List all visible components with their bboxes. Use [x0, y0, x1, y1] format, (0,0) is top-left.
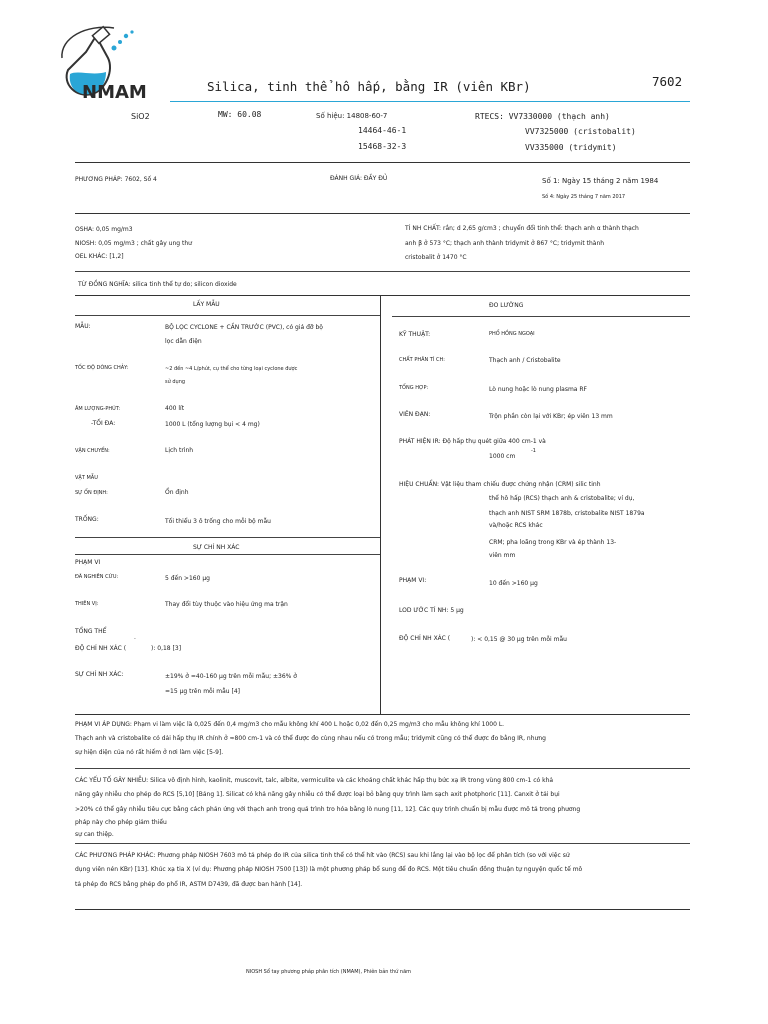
rtecs-2: VV7325000 (cristobalit)	[525, 127, 636, 136]
detection-superscript: -1	[531, 448, 536, 454]
rule-9	[75, 909, 690, 910]
rule-5-right	[392, 316, 690, 317]
rule-3	[75, 271, 690, 272]
accuracy-value-1: ±19% ở =40-160 µg trên mỗi mẫu; ±36% ở	[165, 673, 297, 680]
ashing-value: Lò nung hoặc lò nung plasma RF	[489, 386, 587, 393]
detection-text-2: 1000 cm	[489, 453, 516, 460]
header-accent-rule	[170, 101, 690, 102]
flow-rate-value-2: sử dụng	[165, 379, 186, 385]
other-methods-line-1: CÁC PHƯƠNG PHÁP KHÁC: Phương pháp NIOSH 7603 mô tả phép đo IR của silica tinh thể có thể hít vào (RCS) sau khi lắng lại vào bộ lọc để phân tích (so với việc sử	[75, 852, 570, 859]
rule-8	[75, 843, 690, 844]
flow-rate-label: TỐC ĐỘ DÒNG CHẢY:	[75, 365, 129, 371]
rule-1	[75, 162, 690, 163]
logo-text: NMAM	[82, 82, 147, 103]
properties-line-2: anh β ở 573 °C; thạch anh thành tridymit ở 867 °C; tridymit thành	[405, 240, 605, 247]
range-studied-value: 5 đến >160 µg	[165, 575, 210, 582]
rule-7	[75, 768, 690, 769]
applicability-line-1: PHẠM VI ÁP DỤNG: Phạm vi làm việc là 0,025 đến 0,4 mg/m3 cho mẫu không khí 400 L hoặc 0,02 đến 0,25 mg/m3 cho mẫu không khí 1000 L.	[75, 721, 505, 728]
interferences-line-3: >20% có thể gây nhiễu tiêu cực bằng cách phản ứng với thạch anh trong quá trình tro hóa bằng lò nung [11, 12]. Các quy trình chuẩn bị mẫu được mô tả trong phương	[75, 806, 581, 813]
other-oel: OEL KHÁC: [1,2]	[75, 253, 124, 260]
bias-label: THIÊN VỊ:	[75, 601, 99, 607]
interferences-line-1: CÁC YẾU TỐ GÂY NHIỄU: Silica vô định hình, kaolinit, muscovit, talc, albite, vermiculite và các khoáng chất khác hấp thụ bức xạ IR trong vùng 800 cm-1 có khả	[75, 777, 554, 784]
properties-line-3: cristobalit ở 1470 °C	[405, 254, 467, 261]
analyte-value: Thạch anh / Cristobalite	[489, 357, 561, 364]
properties-line-1: TÍ NH CHẤT: rắn; d 2,65 g/cm3 ; chuyển đổi tinh thể: thạch anh α thành thạch	[405, 225, 639, 232]
interferences-line-2: năng gây nhiễu cho phép đo RCS [5,10] [Bảng 1]. Silicat có khả năng gây nhiễu có thể được loại bỏ bằng quy trình làm sạch axit photphoric [11]. Canxit ở tải bụi	[75, 791, 560, 798]
calibration-5: CRM; pha loãng trong KBr và ép thành 13-	[489, 539, 617, 546]
measurement-precision-label: ĐỘ CHÍ NH XÁC (	[399, 635, 451, 642]
molecular-weight: MW: 60.08	[218, 110, 262, 119]
formula: SiO2	[131, 112, 150, 121]
applicability-line-2: Thạch anh và cristobalite có dải hấp thụ IR chính ở ≈800 cm-1 và có thể được đo cùng nhau nếu có trong mẫu; tridymit cũng có thể được đo bằng IR, nhưng	[75, 735, 546, 742]
page-title: Silica, tinh thể hô hấp, bằng IR (viên KBr)	[207, 79, 531, 94]
shipment-label: VẬN CHUYỂN:	[75, 448, 110, 454]
measurement-header: ĐO LƯỜNG	[489, 302, 524, 309]
calibration-3: thạch anh NIST SRM 1878b, cristobalite NIST 1879a	[489, 510, 645, 517]
bias-value: Thay đổi tùy thuộc vào hiệu ứng ma trận	[165, 601, 288, 608]
osha-limit: OSHA: 0,05 mg/m3	[75, 226, 133, 233]
evaluation-label: ĐÁNH GIÁ: ĐẦY ĐỦ	[330, 175, 388, 182]
rule-2	[75, 213, 690, 214]
accuracy-value-2: =15 µg trên mỗi mẫu [4]	[165, 688, 241, 695]
range-label: PHẠM VI:	[399, 577, 427, 584]
detection-text: PHÁT HIỆN IR: Độ hấp thụ quét giữa 400 cm-1 và	[399, 438, 546, 445]
rule-accuracy-bottom	[75, 554, 380, 555]
technique-value: PHỔ HỒNG NGOẠI	[489, 331, 535, 337]
technique-label: KỸ THUẬT:	[399, 331, 431, 338]
sampler-value-1: BỘ LỌC CYCLONE + CẦN TRƯỚC (PVC), có giá đỡ bộ	[165, 324, 323, 331]
calibration-4: và/hoặc RCS khác	[489, 522, 543, 529]
volume-max-label: -TỐI ĐA:	[91, 420, 116, 427]
precision-value: ): 0,18 [3]	[151, 645, 182, 652]
method-number: 7602	[652, 74, 683, 89]
niosh-limit: NIOSH: 0,05 mg/m3 ; chất gây ung thư	[75, 240, 192, 247]
calibration-6: viên mm	[489, 552, 516, 559]
accuracy-header: SỰ CHÍ NH XÁC	[193, 544, 240, 551]
rule-5-left	[75, 315, 380, 316]
ashing-label: TỔNG HỢP:	[399, 385, 429, 391]
sampling-header: LẤY MẪU	[193, 301, 220, 308]
stability-value: Ổn định	[165, 489, 189, 496]
accuracy-label: SỰ CHÍ NH XÁC:	[75, 671, 124, 678]
column-divider	[380, 296, 381, 714]
issue-1-date: Số 1: Ngày 15 tháng 2 năm 1984	[542, 177, 659, 185]
range-value: 10 đến >160 µg	[489, 580, 538, 587]
cas-number-3: 15468-32-3	[358, 142, 407, 151]
blanks-value: Tối thiểu 3 ô trống cho mỗi bộ mẫu	[165, 518, 271, 525]
synonyms: TỪ ĐỒNG NGHĨA: silica tinh thể tự do; silicon dioxide	[78, 281, 237, 288]
rule-accuracy-top	[75, 537, 380, 538]
rule-6	[75, 714, 690, 715]
cas-number: Số hiệu: 14808-60-7	[316, 112, 388, 120]
overall-title: TỔNG THỂ	[75, 628, 107, 635]
volume-min-value: 400 lít	[165, 405, 185, 412]
shipment-value: Lịch trình	[165, 447, 194, 454]
stability-label: SỰ ỔN ĐỊNH:	[75, 490, 108, 496]
method-label: PHƯƠNG PHÁP: 7602, Số 4	[75, 176, 157, 183]
rule-4	[75, 295, 690, 296]
measurement-precision-value: ): < 0,15 @ 30 µg trên mỗi mẫu	[471, 636, 567, 643]
rtecs-3: VV335000 (tridymit)	[525, 143, 617, 152]
blanks-label: TRỐNG:	[75, 516, 99, 523]
sigma-mark: ·	[134, 636, 136, 643]
precision-label: ĐỘ CHÍ NH XÁC (	[75, 645, 127, 652]
range-title: PHẠM VI	[75, 559, 101, 566]
analyte-label: CHẤT PHÂN TÍ CH:	[399, 357, 445, 363]
calibration-1: HIỆU CHUẨN: Vật liệu tham chiếu được chứng nhận (CRM) silic tinh	[399, 481, 601, 488]
sample-label: VẬT MẪU	[75, 475, 98, 481]
sampler-value-2: lọc dẫn điện	[165, 338, 202, 345]
calibration-2: thể hô hấp (RCS) thạch anh & cristobalite; ví dụ,	[489, 495, 635, 502]
pellet-value: Trộn phần còn lại với KBr; ép viên 13 mm	[489, 413, 613, 420]
volume-min-label: ÂM LƯỢNG-PHÚT:	[75, 406, 121, 412]
interferences-line-4: pháp này cho phép giảm thiểu	[75, 819, 167, 826]
flow-rate-value-1: ~2 đến ~4 L/phút, cụ thể cho từng loại cyclone được	[165, 366, 298, 372]
applicability-line-3: sự hiện diện của nó rất hiếm ở nơi làm việc [5-9].	[75, 749, 224, 756]
other-methods-line-2: dụng viên nén KBr) [13]. Khúc xạ tia X (ví dụ: Phương pháp NIOSH 7500 [13]) là một phương pháp bổ sung để đo RCS. Một tiêu chuẩn đồng thuận tự nguyện quốc tế mô	[75, 866, 583, 873]
range-studied-label: ĐÃ NGHIÊN CỨU:	[75, 574, 119, 580]
issue-4-date: Số 4: Ngày 25 tháng 7 năm 2017	[542, 194, 626, 200]
other-methods-line-3: tả phép đo RCS bằng phép đo phổ IR, ASTM D7439, đã được ban hành [14].	[75, 881, 303, 888]
footer: NIOSH Sổ tay phương pháp phân tích (NMAM), Phiên bản thứ năm	[246, 969, 412, 975]
interferences-line-5: sự can thiệp.	[75, 831, 114, 838]
pellet-label: VIÊN ĐẠN:	[399, 411, 431, 418]
sampler-label: MẪU:	[75, 323, 91, 330]
cas-number-2: 14464-46-1	[358, 126, 407, 135]
volume-max-value: 1000 L (tổng lượng bụi < 4 mg)	[165, 421, 260, 428]
lod: LOD ƯỚC TÍ NH: 5 µg	[399, 607, 464, 614]
rtecs-1: RTECS: VV7330000 (thạch anh)	[475, 112, 610, 121]
